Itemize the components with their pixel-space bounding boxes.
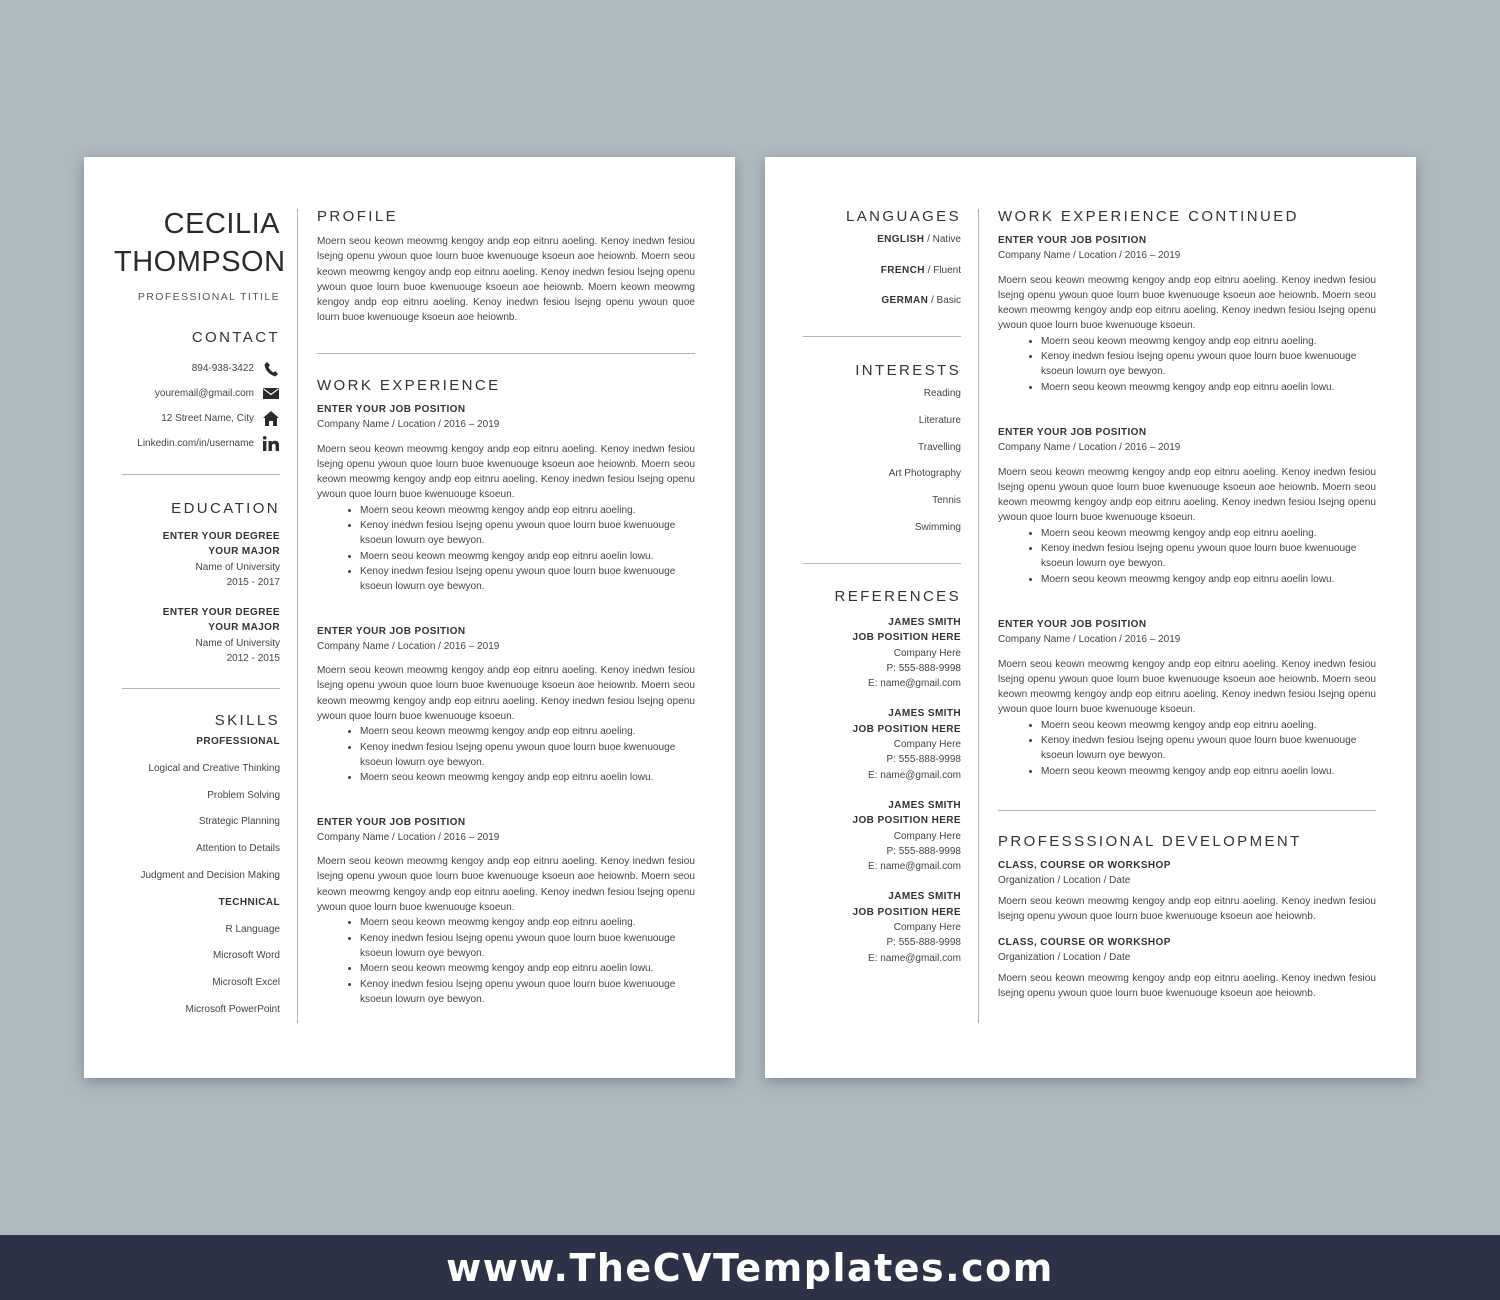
development-section [998,833,1376,1001]
development-heading: PROFESSSIONAL DEVELOPMENT [998,833,1302,850]
reference-position: JOB POSITION HERE [852,632,961,644]
reference-position: JOB POSITION HERE [852,723,961,735]
reference-phone: P: 555-888-9998 [886,662,961,674]
reference-email: E: name@gmail.com [868,678,961,690]
major: YOUR MAJOR [208,546,280,558]
development-item [998,858,1376,924]
reference-item [795,798,961,874]
job-entry [317,402,695,595]
job-bullet: • Kenoy inedwn fesiou lsejng openu ywoun quoe lourn buoe kwenuouge ksoeun lowurn oye bewyon. [360,931,695,962]
job-bullet: • Moern seou keown meowmg kengoy andp eop eitnru aoeling. [1041,334,1376,349]
work-section [317,377,695,1007]
development-item [998,935,1376,1001]
years: 2012 - 2015 [226,653,280,665]
language-level: / Native [924,234,961,245]
job-bullets [317,915,695,1007]
years: 2015 - 2017 [226,576,280,588]
course-title: CLASS, COURSE OR WORKSHOP [998,860,1171,871]
job-title: ENTER YOUR JOB POSITION [317,404,466,415]
reference-item [795,889,961,965]
language-item [795,225,961,256]
contact-list [114,356,280,456]
skills-list [114,729,280,1024]
job-bullet: • Moern seou keown meowmg kengoy andp eop eitnru aoeling. [360,503,695,518]
skill-item: Problem Solving [207,789,280,801]
resume-page-2 [765,157,1416,1078]
job-meta: Company Name / Location / 2016 – 2019 [317,640,500,652]
website-url[interactable]: www.TheCVTemplates.com [446,1245,1054,1290]
divider [122,688,280,689]
phone-icon [262,360,280,378]
profile-text: Moern seou keown meowmg kengoy andp eop eitnru aoeling. Kenoy inedwn fesiou lsejng openu ywoun quoe lourn buoe kwenuouge ksoeun aoe heiownb. Moern seou keown meowmg kengoy andp eop eitnru aoeling. Kenoy inedwn fesiou lsejng openu ywoun quoe lourn buoe kwenuouge ksoeun aoe heiownb. Moern keown meowmg kengoy andp eop eitnru aoeling. Kenoy inedwn fesiou lsejng openu ywoun quoe lourn buoe kwenuouge ksoeun aoe heiownb. [317,236,695,324]
interest-item: Reading [923,388,961,399]
reference-name: JAMES SMITH [888,617,961,628]
skill-item: Microsoft Excel [212,977,280,989]
skill-item: Microsoft Word [212,950,280,962]
job-bullet: • Moern seou keown meowmg kengoy andp eop eitnru aoelin lowu. [360,961,695,976]
job-meta: Company Name / Location / 2016 – 2019 [317,831,500,843]
reference-company: Company Here [893,830,961,842]
skill-item: Microsoft PowerPoint [185,1003,280,1015]
language-level: / Fluent [924,264,961,276]
reference-phone: P: 555-888-9998 [886,754,961,766]
references-section [795,588,961,966]
education-item [114,605,280,666]
job-bullet: • Moern seou keown meowmg kengoy andp eop eitnru aoeling. [360,915,695,930]
skills-section [114,712,280,1024]
skill-item: Logical and Creative Thinking [148,762,280,774]
divider [803,563,961,564]
job-description: Moern seou keown meowmg kengoy andp eop eitnru aoeling. Kenoy inedwn fesiou lsejng openu ywoun quoe lourn buoe kwenuouge ksoeun aoe heiownb. Moern seou keown meowmg kengoy andp eop eitnru aoeling. Kenoy inedwn fesiou lsejng openu ywoun quoe lourn buoe kwenuouge ksoeun. [998,658,1376,716]
job-bullets [317,724,695,785]
reference-phone: P: 555-888-9998 [886,937,961,949]
skills-technical-heading: TECHNICAL [218,896,280,908]
reference-position: JOB POSITION HERE [852,815,961,827]
job-meta: Company Name / Location / 2016 – 2019 [317,419,500,431]
divider [317,353,695,354]
contact-phone-text: 894-938-3422 [191,363,254,374]
column-divider [297,209,298,1023]
course-meta: Organization / Location / Date [998,952,1131,964]
home-icon [262,410,280,428]
reference-email: E: name@gmail.com [868,769,961,781]
job-description: Moern seou keown meowmg kengoy andp eop eitnru aoeling. Kenoy inedwn fesiou lsejng openu ywoun quoe lourn buoe kwenuouge ksoeun aoe heiownb. Moern seou keown meowmg kengoy andp eop eitnru aoeling. Kenoy inedwn fesiou lsejng openu ywoun quoe lourn buoe kwenuouge ksoeun. [998,274,1376,332]
degree: ENTER YOUR DEGREE [162,607,280,619]
contact-heading: CONTACT [191,329,280,346]
course-description: Moern seou keown meowmg kengoy andp eop eitnru aoeling. Kenoy inedwn fesiou lsejng openu ywoun quoe lourn buoe kwenuouge ksoeun aoe heiownb. [998,972,1376,1000]
language-name: ENGLISH [877,234,925,245]
name-last: THOMPSON [114,246,286,278]
job-entry [317,624,695,786]
language-item [795,286,961,317]
job-title: ENTER YOUR JOB POSITION [998,618,1147,630]
university: Name of University [195,637,280,649]
course-meta: Organization / Location / Date [998,875,1131,887]
interest-item: Swimming [914,521,961,533]
linkedin-icon [262,435,280,453]
reference-name: JAMES SMITH [888,799,961,811]
job-title: ENTER YOUR JOB POSITION [317,816,466,828]
name-first: CECILIA [163,208,280,240]
job-bullet: • Kenoy inedwn fesiou lsejng openu ywoun quoe lourn buoe kwenuouge ksoeun lowurn oye bewyon. [360,977,695,1008]
skill-item: Attention to Details [196,843,280,855]
job-meta: Company Name / Location / 2016 – 2019 [998,250,1181,262]
work-continued-heading: WORK EXPERIENCE CONTINUED [998,208,1299,225]
job-description: Moern seou keown meowmg kengoy andp eop eitnru aoeling. Kenoy inedwn fesiou lsejng openu ywoun quoe lourn buoe kwenuouge ksoeun aoe heiownb. Moern seou keown meowmg kengoy andp eop eitnru aoeling. Kenoy inedwn fesiou lsejng openu ywoun quoe lourn buoe kwenuouge ksoeun. [317,665,695,723]
job-description: Moern seou keown meowmg kengoy andp eop eitnru aoeling. Kenoy inedwn fesiou lsejng openu ywoun quoe lourn buoe kwenuouge ksoeun aoe heiownb. Moern seou keown meowmg kengoy andp eop eitnru aoeling. Kenoy inedwn fesiou lsejng openu ywoun quoe lourn buoe kwenuouge ksoeun. [998,466,1376,524]
job-bullet: • Kenoy inedwn fesiou lsejng openu ywoun quoe lourn buoe kwenuouge ksoeun lowurn oye bewyon. [360,740,695,771]
language-item [795,256,961,287]
interest-item: Literature [918,414,961,426]
job-meta: Company Name / Location / 2016 – 2019 [998,442,1181,454]
language-name: GERMAN [881,295,929,306]
job-title: ENTER YOUR JOB POSITION [317,625,466,637]
interests-heading: INTERESTS [855,362,961,379]
job-bullet: • Kenoy inedwn fesiou lsejng openu ywoun quoe lourn buoe kwenuouge ksoeun lowurn oye bewyon. [360,518,695,549]
work-heading: WORK EXPERIENCE [317,377,501,394]
divider [122,474,280,475]
profile-heading: PROFILE [317,208,398,225]
references-heading: REFERENCES [834,588,961,605]
work-continued-section [998,208,1376,779]
profile-section [317,208,695,326]
contact-email-text: youremail@gmail.com [154,388,254,399]
reference-phone: P: 555-888-9998 [886,845,961,857]
footer-banner [0,1235,1500,1300]
job-entry [317,815,695,1008]
job-bullet: • Moern seou keown meowmg kengoy andp eop eitnru aoeling. [360,724,695,739]
job-bullets [317,503,695,595]
skill-item: Judgment and Decision Making [140,869,280,881]
job-title: ENTER YOUR JOB POSITION [998,426,1147,438]
job-entry [998,425,1376,587]
reference-name: JAMES SMITH [888,708,961,720]
language-name: FRENCH [880,264,925,276]
contact-email [114,381,280,406]
envelope-icon [262,385,280,403]
job-bullet: • Moern seou keown meowmg kengoy andp eop eitnru aoelin lowu. [360,770,695,785]
contact-phone [114,356,280,381]
job-bullets [998,526,1376,587]
major: YOUR MAJOR [208,622,280,634]
skills-professional-heading: PROFESSIONAL [196,736,280,747]
reference-company: Company Here [893,739,961,751]
interest-item: Travelling [918,441,961,453]
contact-section [114,329,280,456]
reference-item [795,706,961,782]
interests-list [795,381,961,542]
reference-email: E: name@gmail.com [868,861,961,873]
education-heading: EDUCATION [171,500,280,517]
job-entry [998,617,1376,779]
course-title: CLASS, COURSE OR WORKSHOP [998,937,1171,949]
job-bullets [998,718,1376,779]
course-description: Moern seou keown meowmg kengoy andp eop eitnru aoeling. Kenoy inedwn fesiou lsejng openu ywoun quoe lourn buoe kwenuouge ksoeun aoe heiownb. [998,895,1376,922]
job-bullet: • Moern seou keown meowmg kengoy andp eop eitnru aoelin lowu. [1041,764,1376,779]
job-bullet: • Moern seou keown meowmg kengoy andp eop eitnru aoelin lowu. [1041,380,1376,395]
contact-linkedin [114,431,280,456]
reference-company: Company Here [893,647,961,659]
education-item [114,529,280,590]
resume-page-1 [84,157,735,1078]
interest-item: Tennis [932,495,961,507]
reference-item [795,615,961,691]
languages-section [795,208,961,317]
degree: ENTER YOUR DEGREE [162,531,280,542]
skills-heading: SKILLS [214,712,280,729]
university: Name of University [195,561,280,573]
interest-item: Art Photography [888,468,961,480]
job-entry [998,233,1376,395]
job-meta: Company Name / Location / 2016 – 2019 [998,634,1181,646]
languages-heading: LANGUAGES [846,208,961,225]
contact-address-text: 12 Street Name, City [161,413,254,424]
job-bullet: • Moern seou keown meowmg kengoy andp eop eitnru aoeling. [1041,526,1376,541]
education-section [114,500,280,666]
job-bullet: • Kenoy inedwn fesiou lsejng openu ywoun quoe lourn buoe kwenuouge ksoeun lowurn oye bewyon. [1041,733,1376,764]
skill-item: Strategic Planning [198,816,280,828]
job-bullet: • Kenoy inedwn fesiou lsejng openu ywoun quoe lourn buoe kwenuouge ksoeun lowurn oye bewyon. [1041,541,1376,572]
reference-position: JOB POSITION HERE [852,906,961,918]
job-title: ENTER YOUR JOB POSITION [998,235,1147,246]
reference-company: Company Here [893,922,961,934]
job-bullet: • Moern seou keown meowmg kengoy andp eop eitnru aoelin lowu. [1041,572,1376,587]
contact-linkedin-text: Linkedin.com/in/username [137,438,254,449]
job-bullet: • Kenoy inedwn fesiou lsejng openu ywoun quoe lourn buoe kwenuouge ksoeun lowurn oye bewyon. [1041,349,1376,380]
contact-address [114,406,280,431]
column-divider [978,209,979,1023]
languages-list [795,225,961,317]
header-block [114,205,286,303]
skill-item: R Language [225,923,280,935]
job-description: Moern seou keown meowmg kengoy andp eop eitnru aoeling. Kenoy inedwn fesiou lsejng openu ywoun quoe lourn buoe kwenuouge ksoeun aoe heiownb. Moern seou keown meowmg kengoy andp eop eitnru aoeling. Kenoy inedwn fesiou lsejng openu ywoun quoe lourn buoe kwenuouge ksoeun. [317,856,695,914]
professional-title: PROFESSIONAL TITILE [137,291,280,303]
divider [803,336,961,337]
interests-section [795,362,961,542]
job-bullet: • Moern seou keown meowmg kengoy andp eop eitnru aoelin lowu. [360,549,695,564]
job-bullets [998,334,1376,395]
language-level: / Basic [928,295,961,306]
divider [998,810,1376,811]
reference-email: E: name@gmail.com [868,952,961,964]
job-bullet: • Moern seou keown meowmg kengoy andp eop eitnru aoeling. [1041,718,1376,733]
job-bullet: • Kenoy inedwn fesiou lsejng openu ywoun quoe lourn buoe kwenuouge ksoeun lowurn oye bewyon. [360,564,695,595]
job-description: Moern seou keown meowmg kengoy andp eop eitnru aoeling. Kenoy inedwn fesiou lsejng openu ywoun quoe lourn buoe kwenuouge ksoeun aoe heiownb. Moern seou keown meowmg kengoy andp eop eitnru aoeling. Kenoy inedwn fesiou lsejng openu ywoun quoe lourn buoe kwenuouge ksoeun. [317,443,695,501]
reference-name: JAMES SMITH [888,891,961,903]
